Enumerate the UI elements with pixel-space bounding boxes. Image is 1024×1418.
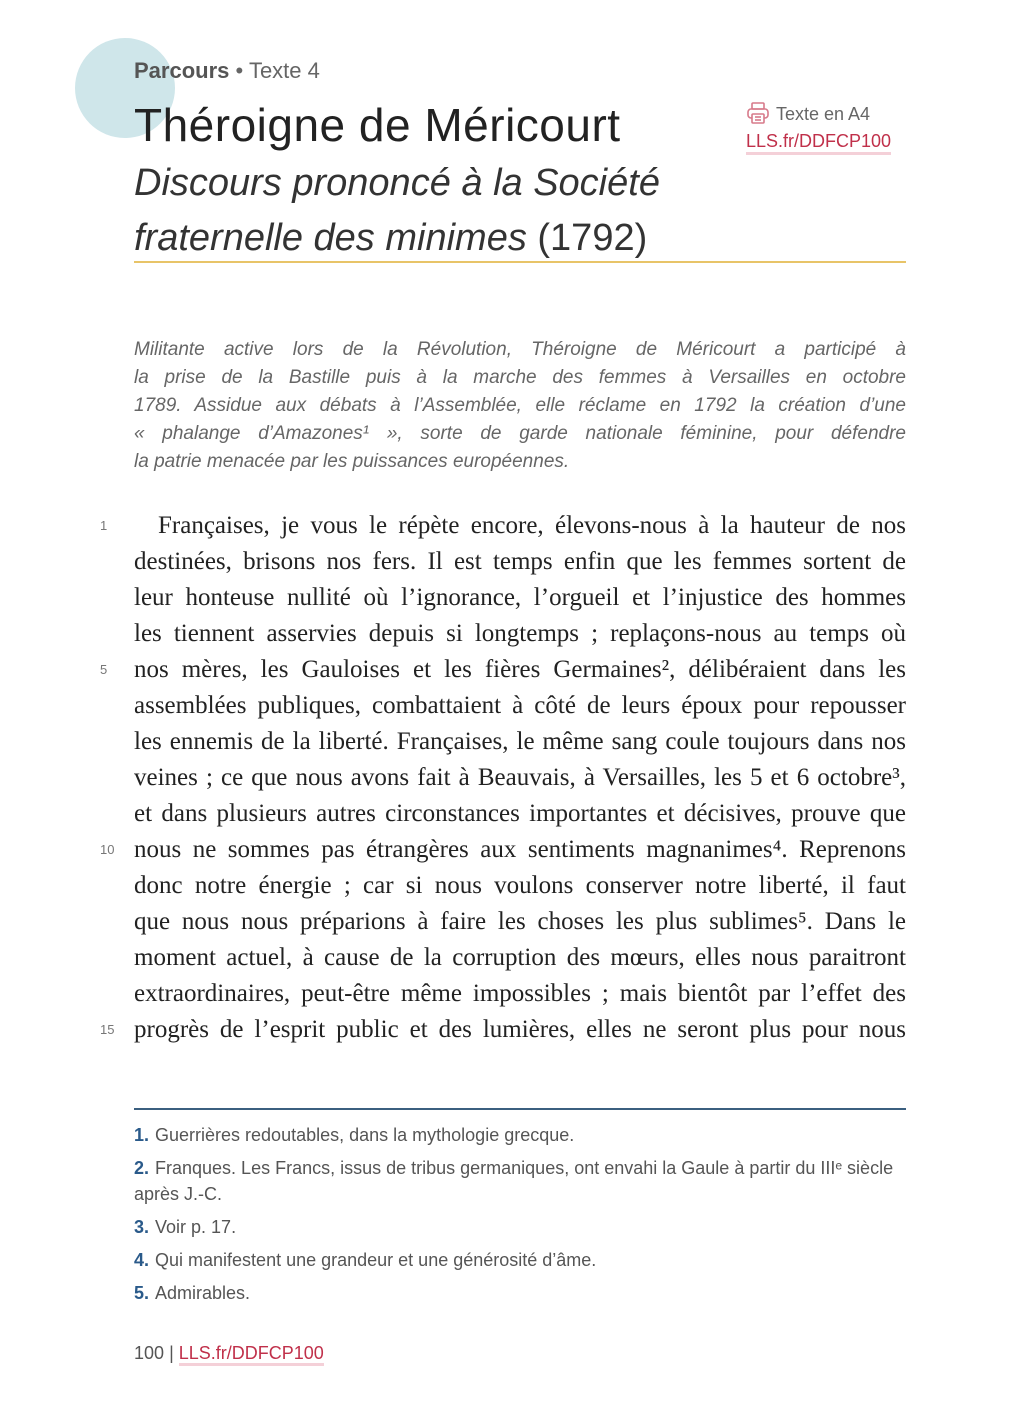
a4-text-link[interactable] — [746, 102, 870, 125]
page-number: 100 — [134, 1343, 165, 1363]
footer-link[interactable]: LLS.fr/DDFCP100 — [179, 1343, 324, 1366]
line-number: 5 — [100, 662, 108, 677]
line-text: nous ne sommes pas étrangères aux sentiments magnanimes⁴. Reprenons — [134, 836, 906, 863]
text-line — [134, 616, 906, 652]
footnote-text: Guerrières redoutables, dans la mythologie grecque. — [155, 1125, 575, 1145]
line-number: 15 — [100, 1022, 115, 1037]
line-text: destinées, brisons nos fers. Il est temps enfin que les femmes sortent de — [134, 548, 906, 575]
line-text: progrès de l’esprit public et des lumières, elles ne seront plus pour nous — [134, 1016, 906, 1043]
line-text: assemblées publiques, combattaient à côté de leurs époux pour repousser — [134, 692, 906, 719]
line-text: nos mères, les Gauloises et les fières Germaines², délibéraient dans les — [134, 656, 906, 683]
line-number: 10 — [100, 842, 115, 857]
line-text: Françaises, je vous le répète encore, élevons-nous à la hauteur de nos — [158, 512, 906, 539]
intro-line: la prise de la Bastille puis à la marche des femmes à Versailles en octobre — [134, 367, 906, 388]
a4-label: Texte en A4 — [776, 104, 871, 124]
intro-line: Militante active lors de la Révolution, Théroigne de Méricourt a participé à — [134, 339, 906, 360]
text-line — [134, 904, 906, 940]
separator: • — [235, 58, 244, 83]
text-line — [134, 760, 906, 796]
title-rule — [134, 261, 906, 263]
footnotes — [134, 1122, 906, 1313]
footnote-text: Voir p. 17. — [155, 1217, 237, 1237]
text-line — [100, 652, 906, 688]
line-text: moment actuel, à cause de la corruption des mœurs, elles nous paraitront — [134, 944, 906, 971]
text-line — [100, 1012, 906, 1048]
intro-line: « phalange d’Amazones¹ », sorte de garde nationale féminine, pour défendre — [134, 423, 906, 444]
footnote — [134, 1122, 906, 1148]
footnote — [134, 1247, 906, 1273]
footnote — [134, 1214, 906, 1240]
text-line — [134, 940, 906, 976]
text-line — [134, 868, 906, 904]
line-text: et dans plusieurs autres circonstances importantes et décisives, prouve que — [134, 800, 906, 827]
footnote — [134, 1280, 906, 1306]
line-text: veines ; ce que nous avons fait à Beauvais, à Versailles, les 5 et 6 octobre³, — [134, 764, 906, 791]
line-text: extraordinaires, peut-être même impossibles ; mais bientôt par l’effet des — [134, 980, 906, 1007]
section-label: Parcours — [134, 58, 230, 83]
work-name: Discours prononcé à la Société fraternelle des minimes — [134, 162, 660, 259]
footnote-number: 5. — [134, 1283, 150, 1303]
footnote-number: 3. — [134, 1217, 150, 1237]
text-line — [134, 544, 906, 580]
printer-icon — [746, 102, 770, 124]
line-number: 1 — [100, 518, 108, 533]
work-title — [134, 156, 734, 266]
footnote-text: Qui manifestent une grandeur et une générosité d’âme. — [155, 1250, 597, 1270]
main-text — [100, 508, 906, 1048]
footer-separator: | — [169, 1343, 174, 1363]
text-number: Texte 4 — [248, 58, 320, 83]
work-year: (1792) — [537, 217, 648, 259]
line-text: les ennemis de la liberté. Françaises, le même sang coule toujours dans nos — [134, 728, 906, 755]
footnote-rule — [134, 1108, 906, 1110]
a4-url-link[interactable]: LLS.fr/DDFCP100 — [746, 131, 891, 155]
text-line — [134, 580, 906, 616]
text-line — [134, 688, 906, 724]
text-line — [134, 724, 906, 760]
footnote-text: Franques. Les Francs, issus de tribus germaniques, ont envahi la Gaule à partir du IIIᵉ siècle après J.-C. — [134, 1158, 894, 1204]
text-line — [134, 796, 906, 832]
section-kicker — [134, 58, 320, 84]
footnote-number: 2. — [134, 1158, 150, 1178]
line-text: que nous nous préparions à faire les choses les plus sublimes⁵. Dans le — [134, 908, 906, 935]
line-text: leur honteuse nullité où l’ignorance, l’orgueil et l’injustice des hommes — [134, 584, 906, 611]
line-text: les tiennent asservies depuis si longtemps ; replaçons-nous au temps où — [134, 620, 906, 647]
footnote-number: 1. — [134, 1125, 150, 1145]
intro-paragraph — [134, 336, 906, 476]
intro-line: 1789. Assidue aux débats à l’Assemblée, elle réclame en 1792 la création d’une — [134, 395, 906, 416]
line-text: donc notre énergie ; car si nous voulons conserver notre liberté, il faut — [134, 872, 906, 899]
author-title: Théroigne de Méricourt — [134, 99, 621, 151]
footnote-number: 4. — [134, 1250, 150, 1270]
text-line — [134, 976, 906, 1012]
page-footer — [134, 1343, 324, 1364]
footnote — [134, 1155, 906, 1207]
intro-line: la patrie menacée par les puissances européennes. — [134, 451, 570, 472]
text-line — [100, 832, 906, 868]
footnote-text: Admirables. — [155, 1283, 251, 1303]
text-line — [100, 508, 906, 544]
